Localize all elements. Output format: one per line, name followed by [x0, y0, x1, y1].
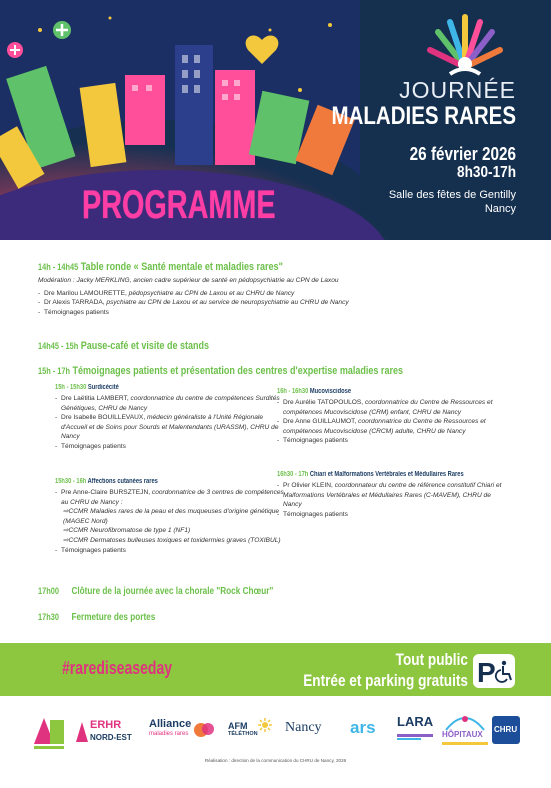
alliance-text: Alliance: [149, 718, 192, 730]
speaker-role: psychiatre au CPN de Laxou et au service de neuropsychiatrie au CHRU de Nancy: [106, 299, 349, 307]
alliance-subtext: maladies rares: [149, 731, 189, 737]
hopitaux-logo: [440, 708, 490, 753]
testimonies-title: Témoignages patients et présentation des centres d'expertise maladies rares: [72, 365, 404, 377]
banner-line1: Tout public: [395, 650, 468, 669]
mucoviscidose-title: Mucoviscidose: [309, 388, 352, 395]
cutanees-last: [55, 546, 285, 556]
doors-time: 17h30: [38, 612, 59, 622]
list-item: [277, 481, 507, 510]
moderation-text: Jacky MERKLING, ancien cadre supérieur de santé en pédopsychiatrie au CPN de Laxou: [76, 277, 339, 284]
mucoviscidose-time: 16h - 16h30: [277, 388, 309, 395]
partner-logos: [30, 708, 530, 753]
event-place-line1: Salle des fêtes de Gentilly: [388, 189, 516, 201]
break-heading: [38, 340, 432, 352]
round-table-title: Table ronde « Santé mentale et maladies rares": [80, 261, 283, 273]
speaker-name: Dre Isabelle BOUILLEVAUX,: [61, 414, 146, 422]
surdicecite-title: Surdicécité: [87, 384, 119, 391]
ars-logo: [348, 708, 386, 753]
center-item: ⇨CCMR Maladies rares de la peau et des muqueuses d'origine génétique (MAGEC Nord): [63, 508, 280, 525]
chru-text: CHRU: [494, 725, 518, 734]
doors-title: Fermeture des portes: [71, 612, 156, 623]
lara-text: LARA: [397, 714, 434, 729]
chiari-title: Chiari et Malformations Vertébrales et Médullaires Rares: [309, 471, 464, 478]
break-time: 14h45 - 15h: [38, 341, 79, 351]
event-place-line2: Nancy: [484, 203, 516, 215]
list-item: [55, 394, 285, 413]
surdicecite-heading: [55, 384, 244, 391]
speaker-role: coordonnatrice du Centre de Ressources et compétences Mucoviscidose (CRM) enfant, CHRU de Nancy: [283, 399, 493, 416]
mucoviscidose-block: [277, 388, 507, 446]
doors-heading: [38, 612, 432, 623]
nancy-text: Nancy: [285, 720, 322, 735]
closing-time: 17h00: [38, 586, 59, 596]
cutanees-block: [55, 478, 285, 555]
testimonies-heading: [38, 365, 432, 377]
speaker-role: coordonnatrice du Centre de Ressources et compétences Mucoviscidose (CRCM) adulte, CHRU de Nancy: [283, 418, 486, 435]
break-section: [38, 340, 518, 352]
chiari-block: [277, 471, 507, 519]
chiari-time: 16h30 - 17h: [277, 471, 309, 478]
mucoviscidose-heading: [277, 388, 466, 395]
speaker-name: Dre Marilou LAMOURETTE,: [44, 289, 127, 297]
event-title-line1: JOURNÉE: [399, 77, 516, 103]
speaker-name: Témoignages patients: [44, 308, 109, 316]
round-table-section: [38, 261, 518, 317]
cutanees-time: 15h30 - 16h: [55, 478, 87, 485]
speaker-name: Dr Alexis TARRADA,: [44, 299, 105, 307]
list-item: [38, 308, 518, 318]
break-title: Pause-café et visite de stands: [80, 340, 210, 352]
round-table-speakers: [38, 289, 518, 318]
afm-text: AFM: [228, 721, 248, 731]
list-item: [55, 413, 285, 442]
doors-section: [38, 612, 518, 623]
chru-logo: [492, 708, 522, 753]
chiari-list: [277, 481, 507, 519]
nancy-logo: [285, 708, 340, 753]
moderation-label: Modération :: [38, 277, 75, 284]
afm-telethon-logo: [226, 708, 274, 753]
speaker-role: coordonnateur du centre de référence constitutif Chiari et Malformations Vertébrales et Médullaires Rares (C-MAVEM), CHRU de Nancy: [283, 482, 502, 509]
speaker-name: Pre Anne-Claire BURSZTEJN,: [61, 489, 151, 496]
event-hours: 8h30-17h: [457, 164, 516, 181]
hashtag: #rarediseaseday: [62, 658, 173, 678]
event-title-line2: MALADIES RARES: [331, 102, 516, 130]
surdicecite-time: 15h - 15h30: [55, 384, 87, 391]
moderation-line: [38, 276, 518, 286]
svg-text:P: P: [477, 657, 496, 688]
cutanees-list: [55, 488, 285, 507]
parking-accessible-icon: [473, 654, 515, 688]
afm-subtext: TÉLÉTHON: [228, 731, 258, 737]
credit-line: Réalisation : direction de la communication du CHRU de Nancy, 2026: [204, 758, 347, 763]
speaker-name: Dre Anne GUILLAUMOT,: [283, 418, 357, 426]
testimonies-time: 15h - 17h: [38, 366, 70, 376]
banner-line2: Entrée et parking gratuits: [303, 671, 468, 690]
surdicecite-list: [55, 394, 285, 452]
surdicecite-block: [55, 384, 285, 452]
center-item: ⇨CCMR Dermatoses bulleuses toxiques et toxidermies graves (TOXIBUL): [63, 536, 281, 544]
speaker-name: Témoignages patients: [61, 546, 126, 554]
mucoviscidose-list: [277, 398, 507, 446]
closing-heading: [38, 586, 432, 597]
hopitaux-text: HÔPITAUX: [442, 730, 483, 739]
list-item: [38, 289, 518, 299]
erhr-logo: [74, 708, 132, 753]
speaker-name: Témoignages patients: [283, 437, 348, 445]
erhr-subtext: NORD-EST: [90, 733, 132, 742]
programme-title: PROGRAMME: [82, 183, 276, 227]
list-item: [55, 442, 285, 452]
speaker-role: médecin généraliste à l'Unité Régionale d'Accueil et de Soins pour Sourds et Malentendants (URASSM), CHRU de Nancy: [61, 414, 279, 441]
cutanees-title: Affections cutanées rares: [87, 478, 158, 485]
alliance-logo: [145, 708, 215, 753]
erhr-text: ERHR: [90, 719, 122, 731]
testimonies-section: [38, 365, 518, 377]
chiari-heading: [277, 471, 466, 478]
round-table-heading: [38, 261, 432, 273]
closing-section: [38, 586, 518, 597]
cutanees-heading: [55, 478, 244, 485]
list-item: [277, 398, 507, 417]
event-place: [291, 188, 516, 216]
speaker-name: Dre Laëtitia LAMBERT,: [61, 395, 129, 402]
speaker-name: Témoignages patients: [61, 442, 126, 450]
lara-logo: [393, 708, 438, 753]
event-info: [291, 78, 516, 216]
list-item: [277, 436, 507, 446]
speaker-role: coordonnatrice du centre de compétences Surdités Génétiques, CHRU de Nancy: [61, 395, 280, 412]
center-item: ⇨CCMR Neurofibromatose de type 1 (NF1): [63, 527, 191, 535]
list-item: [55, 488, 285, 507]
info-banner: [0, 643, 551, 696]
banner-text: [303, 649, 468, 691]
speaker-name: Pr Olivier KLEIN,: [283, 482, 333, 489]
speaker-name: Dre Aurélie TATOPOULOS,: [283, 399, 364, 406]
closing-title: Clôture de la journée avec la chorale "Rock Chœur": [71, 586, 274, 597]
list-item: [277, 510, 507, 520]
header-banner: [0, 0, 551, 240]
list-item: [38, 298, 518, 308]
ars-text: ars: [350, 718, 376, 737]
list-item: [55, 546, 285, 556]
round-table-time: 14h - 14h45: [38, 262, 79, 272]
list-item: [277, 417, 507, 436]
speaker-name: Témoignages patients: [283, 510, 348, 518]
event-date: 26 février 2026: [409, 144, 516, 164]
speaker-role: pédopsychiatre au CPN de Laxou et au CHRU de Nancy: [128, 289, 295, 297]
association-logo: [30, 708, 70, 753]
speaker-role: coordonnatrice de 3 centres de compétences au CHRU de Nancy :: [61, 489, 284, 506]
